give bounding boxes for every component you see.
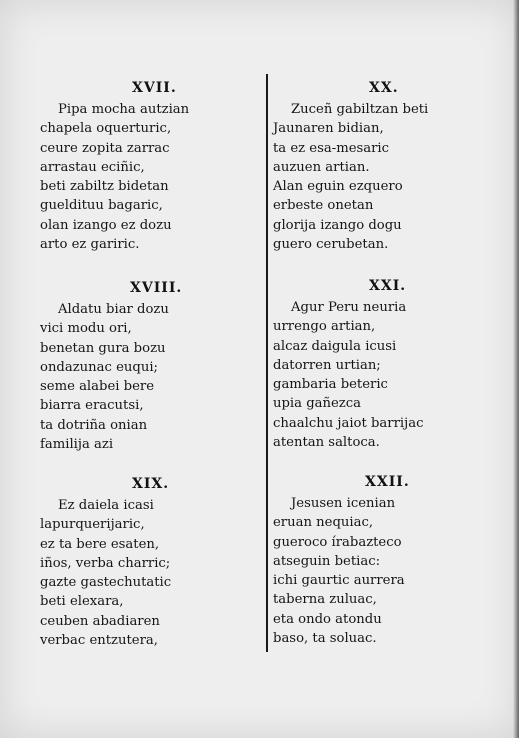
verse-line: seme alabei bere <box>40 379 155 395</box>
stanza-xvii <box>40 76 189 254</box>
stanza-xxii <box>273 470 410 648</box>
stanza-xxi <box>273 274 423 452</box>
verse-line: biarra eracutsi, <box>40 398 144 414</box>
verse-line: verbac entzutera, <box>40 633 158 649</box>
verse-line: chaalchu jaiot barrijac <box>273 415 424 431</box>
verse-line: ichi gaurtic aurrera <box>273 573 405 589</box>
verse-line: ceuben abadiaren <box>40 613 160 629</box>
verse-line: arrastau eciñic, <box>40 159 145 175</box>
verse-line: taberna zuluac, <box>273 592 377 608</box>
verse-line: Alan eguin ezquero <box>273 179 403 195</box>
verse-line: iños, verba charric; <box>40 555 171 571</box>
verse-line: beti zabiltz bidetan <box>40 179 169 195</box>
verse-line: beti elexara, <box>40 594 124 610</box>
verse-line: ondazunac euqui; <box>40 359 159 375</box>
verse-line: baso, ta soluac. <box>273 631 377 647</box>
verse-line: atseguin betiac: <box>273 553 381 569</box>
verse-line: glorija izango dogu <box>273 217 402 233</box>
stanza-number: XXII. <box>365 474 410 490</box>
verse-line: ez ta bere esaten, <box>40 536 160 552</box>
verse-line: ta dotriña onian <box>40 417 148 433</box>
column-divider <box>266 74 268 652</box>
verse-line: Pipa mocha autzian <box>58 102 190 117</box>
stanza-xix <box>40 472 171 650</box>
verse-line: upia gañezca <box>273 396 362 412</box>
verse-line: vici modu ori, <box>40 321 132 337</box>
verse-line: Agur Peru neuria <box>291 300 407 315</box>
verse-line: guero cerubetan. <box>273 237 389 253</box>
verse-line: eta ondo atondu <box>273 611 382 627</box>
stanza-number: XXI. <box>369 278 407 294</box>
verse-line: datorren urtian; <box>273 357 381 373</box>
stanza-verse <box>273 298 423 452</box>
verse-line: auzuen artian. <box>273 159 370 175</box>
stanza-verse <box>40 300 182 454</box>
stanza-verse <box>40 100 189 254</box>
stanza-number: XVIII. <box>130 280 183 296</box>
verse-line: gueroco írabazteco <box>273 534 402 550</box>
verse-line: Ez daiela icasi <box>58 498 154 513</box>
verse-line: Jaunaren bidian, <box>273 121 384 137</box>
stanza-xx <box>273 76 428 254</box>
verse-line: ceure zopita zarrac <box>40 140 170 156</box>
verse-line: gambaria beteric <box>273 377 388 393</box>
verse-line: familija azi <box>40 437 114 453</box>
stanza-xviii <box>40 276 182 454</box>
stanza-verse <box>273 100 428 254</box>
verse-line: gazte gastechutatic <box>40 575 172 591</box>
stanza-number: XX. <box>369 80 399 96</box>
stanza-verse <box>273 494 410 648</box>
verse-line: benetan gura bozu <box>40 340 166 356</box>
verse-line: urrengo artian, <box>273 319 376 335</box>
stanza-number: XIX. <box>132 476 170 492</box>
verse-line: atentan saltoca. <box>273 435 380 451</box>
verse-line: Aldatu biar dozu <box>58 302 169 317</box>
verse-line: chapela oquerturic, <box>40 121 172 137</box>
verse-line: Zuceñ gabiltzan beti <box>291 102 429 117</box>
stanza-verse <box>40 496 171 650</box>
verse-line: erbeste onetan <box>273 198 374 214</box>
verse-line: ta ez esa-mesaric <box>273 140 390 156</box>
verse-line: eruan nequiac, <box>273 515 374 531</box>
verse-line: alcaz daigula icusi <box>273 338 397 354</box>
verse-line: lapurquerijaric, <box>40 517 145 533</box>
verse-line: Jesusen icenian <box>291 496 396 511</box>
page-edge-shadow <box>513 0 519 738</box>
verse-line: olan izango ez dozu <box>40 217 172 233</box>
stanza-number: XVII. <box>132 80 177 96</box>
verse-line: gueldituu bagaric, <box>40 198 163 214</box>
verse-line: arto ez gariric. <box>40 237 140 253</box>
